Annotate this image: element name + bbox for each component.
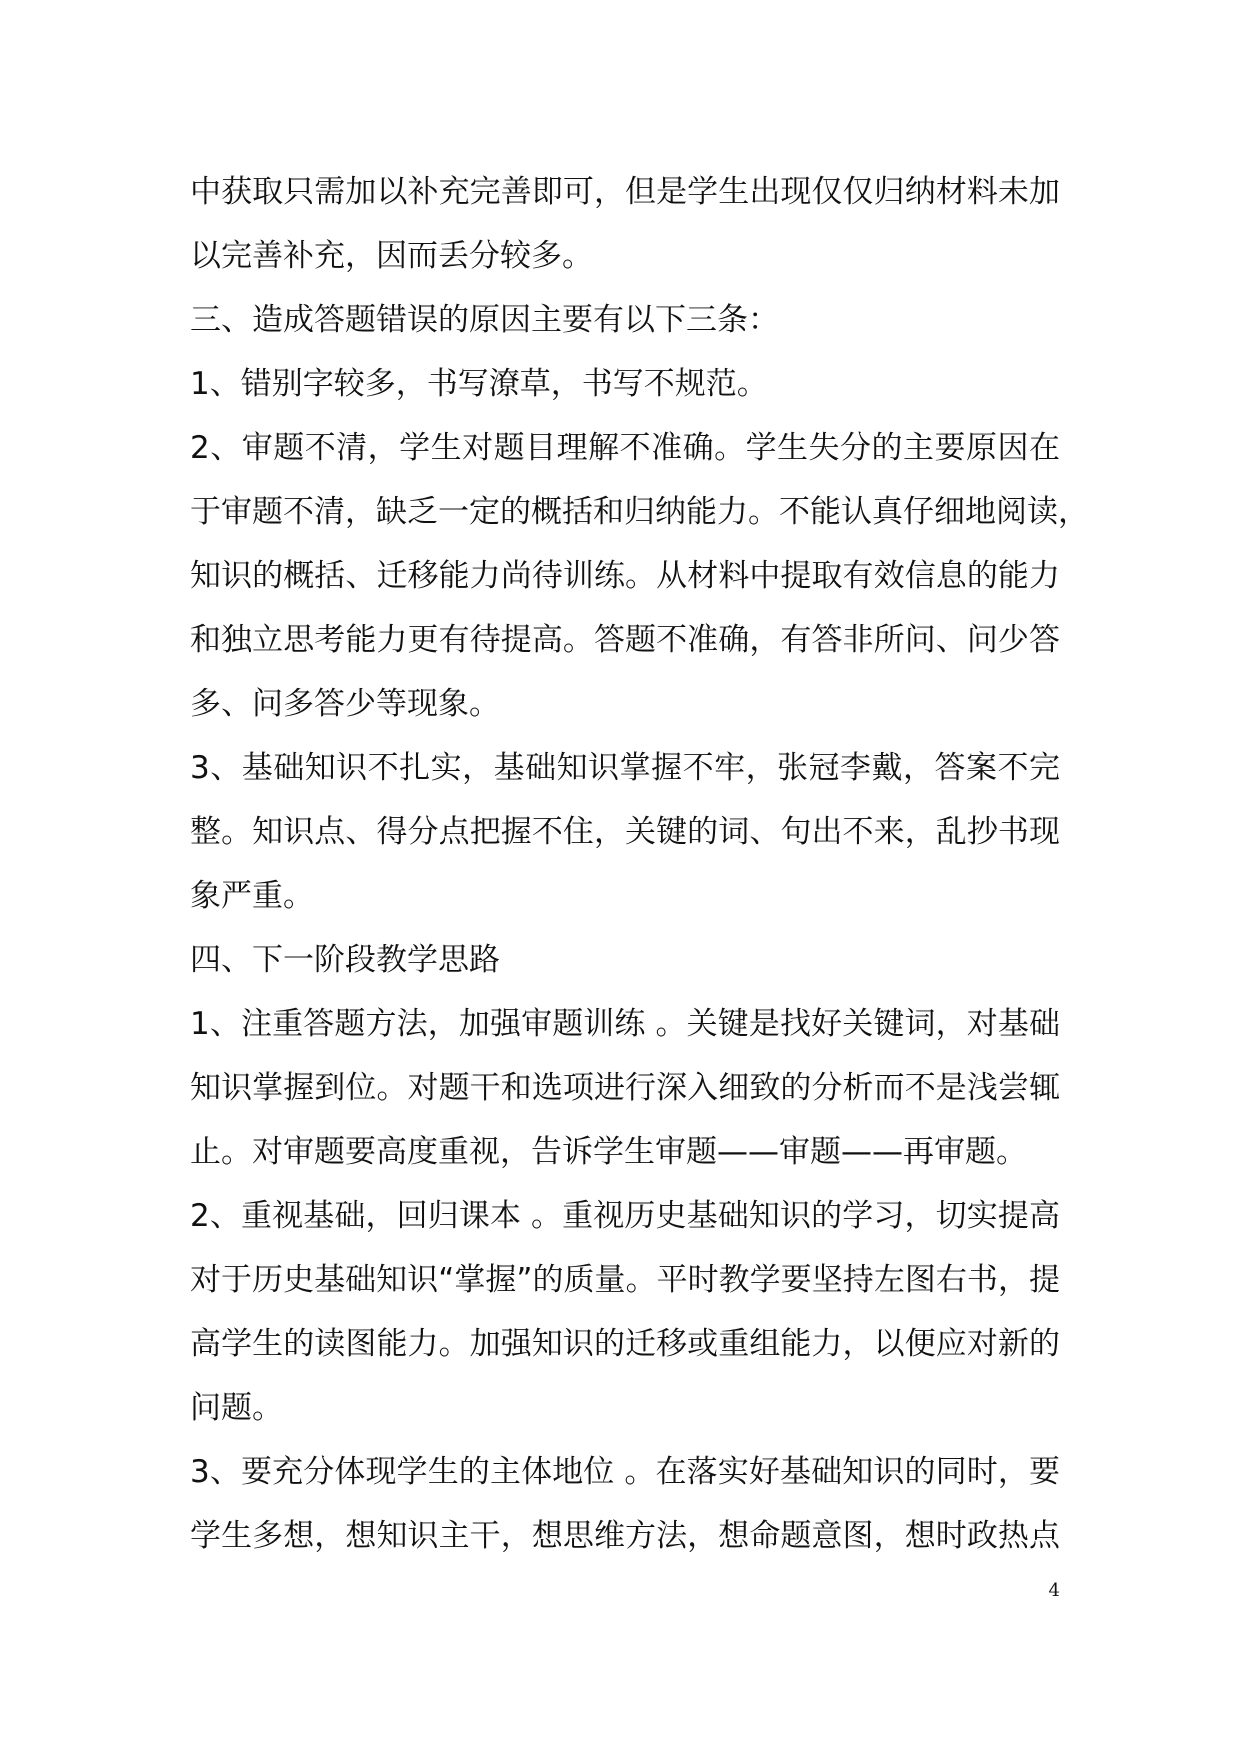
text-line: 学生多想，想知识主干，想思维方法，想命题意图，想时政热点 xyxy=(190,1518,1060,1554)
text-line: 对于历史基础知识“掌握”的质量。平时教学要坚持左图右书，提 xyxy=(190,1262,1060,1298)
section-heading: 三、造成答题错误的原因主要有以下三条： xyxy=(190,302,779,338)
text-line: 1、注重答题方法，加强审题训练 。关键是找好关键词，对基础 xyxy=(190,1006,1060,1042)
text-line: 2、审题不清，学生对题目理解不准确。学生失分的主要原因在 xyxy=(190,430,1060,466)
text-line: 2、重视基础，回归课本 。重视历史基础知识的学习，切实提高 xyxy=(190,1198,1060,1234)
text-line: 知识掌握到位。对题干和选项进行深入细致的分析而不是浅尝辄 xyxy=(190,1070,1060,1106)
text-line: 以完善补充，因而丢分较多。 xyxy=(190,238,593,274)
text-line: 整。知识点、得分点把握不住，关键的词、句出不来，乱抄书现 xyxy=(190,814,1060,850)
page-number: 4 xyxy=(1048,1580,1060,1601)
text-line: 象严重。 xyxy=(190,878,314,914)
text-line: 3、要充分体现学生的主体地位 。在落实好基础知识的同时，要 xyxy=(190,1454,1060,1490)
text-line: 1、错别字较多，书写潦草，书写不规范。 xyxy=(190,366,768,402)
text-line: 和独立思考能力更有待提高。答题不准确，有答非所问、问少答 xyxy=(190,622,1060,658)
text-line: 于审题不清，缺乏一定的概括和归纳能力。不能认真仔细地阅读， xyxy=(190,494,1089,530)
text-line: 3、基础知识不扎实，基础知识掌握不牢，张冠李戴，答案不完 xyxy=(190,750,1060,786)
text-line: 问题。 xyxy=(190,1390,283,1426)
section-heading: 四、下一阶段教学思路 xyxy=(190,942,500,978)
text-line: 知识的概括、迁移能力尚待训练。从材料中提取有效信息的能力 xyxy=(190,558,1060,594)
text-line: 止。对审题要高度重视，告诉学生审题——审题——再审题。 xyxy=(190,1134,1027,1170)
text-line: 高学生的读图能力。加强知识的迁移或重组能力，以便应对新的 xyxy=(190,1326,1060,1362)
text-line: 多、问多答少等现象。 xyxy=(190,686,500,722)
document-body xyxy=(190,160,1089,1568)
text-line: 中获取只需加以补充完善即可，但是学生出现仅仅归纳材料未加 xyxy=(190,174,1060,210)
